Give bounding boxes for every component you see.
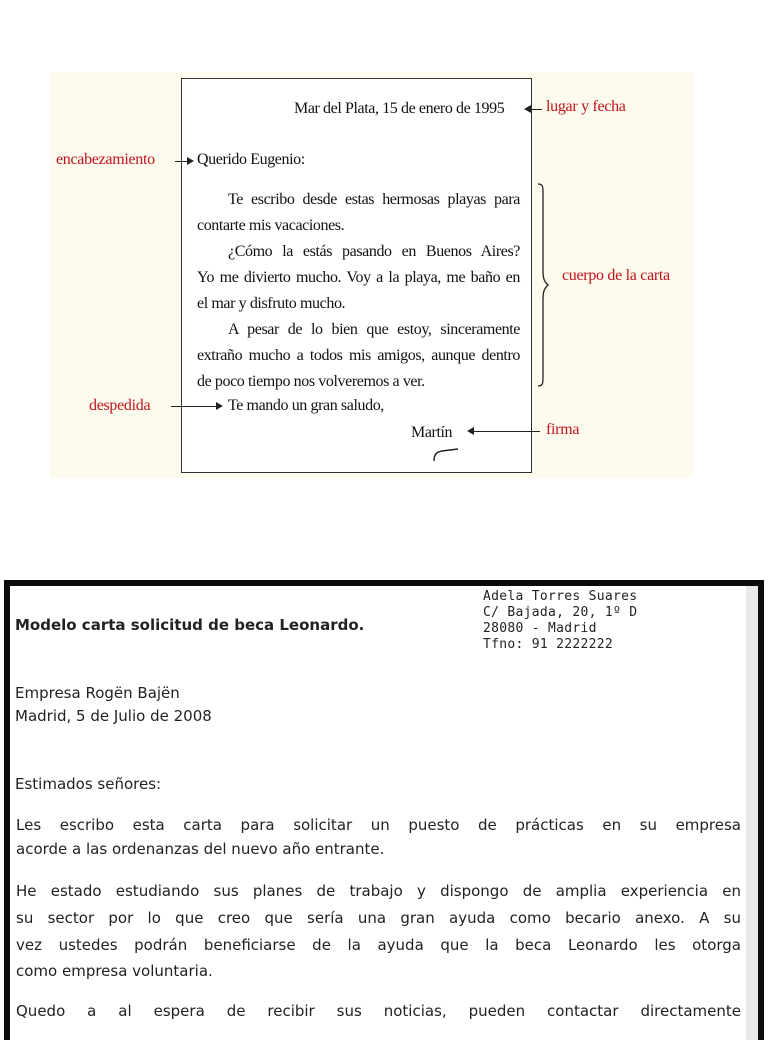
paragraph-line: como empresa voluntaria. (16, 962, 213, 980)
signature: Martín (411, 424, 453, 441)
sender-line: C/ Bajada, 20, 1º D (483, 605, 638, 620)
signature-flourish-icon (430, 444, 464, 464)
body-line: contarte mis vacaciones. (197, 217, 345, 234)
body-brace-icon (536, 183, 550, 387)
label-salutation: encabezamiento (56, 151, 155, 168)
sender-line: 28080 - Madrid (483, 621, 597, 636)
paragraph-line: su sector por lo que creo que sería una gran ayuda como becario anexo. A su (16, 909, 741, 927)
salutation: Querido Eugenio: (197, 151, 305, 168)
paragraph-line: vez ustedes podrán beneficiarse de la ayuda que la beca Leonardo les otorga (16, 936, 741, 954)
place-date: Mar del Plata, 15 de enero de 1995 (294, 100, 505, 117)
greeting: Estimados señores: (15, 775, 162, 793)
model-letter-frame (4, 580, 764, 1040)
sender-line: Tfno: 91 2222222 (483, 637, 614, 652)
paragraph-line: Quedo a al espera de recibir sus noticias, pueden contactar directamente (16, 1002, 741, 1020)
body-line: de poco tiempo nos volveremos a ver. (197, 373, 425, 390)
body-line: A pesar de lo bien que estoy, sinceramente (228, 321, 520, 338)
model-letter-title: Modelo carta solicitud de beca Leonardo. (15, 616, 365, 634)
label-closing: despedida (89, 397, 151, 414)
recipient-line: Madrid, 5 de Julio de 2008 (15, 707, 212, 725)
recipient-line: Empresa Rogën Bajën (15, 684, 180, 702)
body-line: Yo me divierto mucho. Voy a la playa, me baño en (197, 269, 520, 286)
label-signature: firma (546, 421, 580, 438)
label-place-date: lugar y fecha (546, 98, 626, 115)
paragraph-line: He estado estudiando sus planes de trabajo y dispongo de amplia experiencia en (16, 882, 741, 900)
body-line: ¿Cómo la estás pasando en Buenos Aires? (228, 243, 520, 260)
model-letter-page (10, 586, 758, 1040)
body-line: Te escribo desde estas hermosas playas para (228, 191, 520, 208)
sender-line: Adela Torres Suares (483, 589, 638, 604)
closing: Te mando un gran saludo, (228, 397, 384, 414)
paragraph-line: acorde a las ordenanzas del nuevo año entrante. (16, 840, 385, 858)
label-body: cuerpo de la carta (562, 267, 670, 284)
letter-example (181, 78, 532, 473)
body-line: el mar y disfruto mucho. (197, 295, 346, 312)
paragraph-line: Les escribo esta carta para solicitar un puesto de prácticas en su empresa (16, 816, 741, 834)
body-line: extraño mucho a todos mis amigos, aunque dentro (197, 347, 520, 364)
